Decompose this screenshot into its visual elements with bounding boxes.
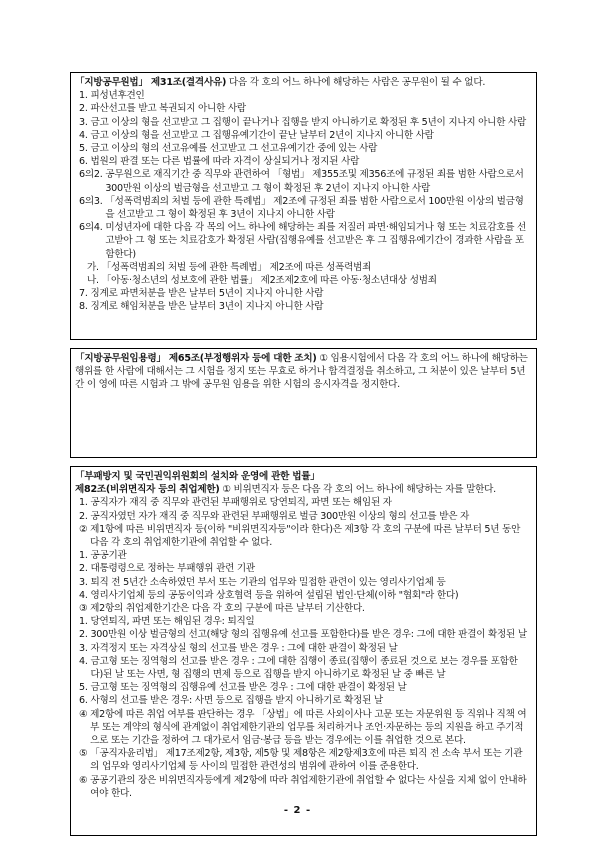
item-number: 2. [79,510,91,522]
article-82-intro: ① 비위면직자 등은 다음 각 호의 어느 하나에 해당하는 자를 말한다. [219,484,496,496]
item-text: 제1항에 따른 비위면직자 등(이하 "비위면직자등"이라 한다)은 제3항 각 호의 구분에 따른 날부터 5년 동안 다음 각 호의 취업제한기관에 취업할 수 없다. [90,523,521,549]
item-number: 6의2. [79,169,106,181]
list-item [75,89,530,102]
list-item [75,628,530,641]
item-number: 나. [87,275,102,287]
item-number: 1. [79,497,91,509]
item-text: 대통령령으로 정하는 부패행위 관련 기관 [90,563,255,575]
item-text: 금고 이상의 형을 선고받고 그 집행유예기간이 끝난 날부터 2년이 지나지 아니한 사람 [90,129,434,141]
article-31-subitems [75,261,530,287]
item-number: 6의3. [79,195,106,207]
article-65-text: ① 임용시험에서 다음 각 호의 어느 하나에 해당하는 행위를 한 사람에 대해서는 그 시험을 정지 또는 무효로 하거나 합격결정을 취소하고, 그 처분이 있은 날부터 5년간 이 영에 따른 시험과 그 밖에 공무원 임용을 위한 시험의 응시자격을 정지한다. [75,353,528,391]
list-item [75,261,530,274]
item-number: 2. [79,563,91,575]
list-item [75,602,530,615]
list-item [75,510,530,523]
list-item [75,168,530,194]
item-number: 2. [79,629,91,641]
article-65-title: 「지방공무원임용령」 제65조(부정행위자 등에 대한 조치) [75,353,317,364]
item-text: 공직자가 재직 중 직무와 관련된 부패행위로 당연퇴직, 파면 또는 해임된 자 [90,497,392,509]
list-item [75,615,530,628]
list-item [75,129,530,142]
item-text: 파산선고를 받고 복권되지 아니한 사람 [90,103,246,115]
item-number: 1. [79,90,91,102]
item-text: 금고형 또는 징역형의 선고를 받은 경우 : 그에 대한 집행이 종료(집행이 종료된 것으로 보는 경우를 포함한다)된 날 또는 사면, 형 집행의 면제 등으로 집행을 받지 아니하기로 확정된 날 중 빠른 날 [90,655,518,681]
list-item [75,195,530,221]
article-82-box [70,466,537,836]
item-text: 미성년자에 대한 다음 각 목의 어느 하나에 해당하는 죄를 저질러 파면·해임되거나 형 또는 치료감호를 선고받아 그 형 또는 치료감호가 확정된 사람(집행유예를 선고받은 후 그 집행유예기간이 경과한 사람을 포함한다) [105,222,527,260]
item-text: 공공기관의 장은 비위면직자등에게 제2항에 따라 취업제한기관에 취업할 수 없다는 사실을 지체 없이 안내하여야 한다. [90,774,527,799]
item-number: 2. [79,103,91,115]
item-number: ④ [79,708,91,720]
list-item [75,287,530,300]
article-31-items [75,89,530,261]
item-text: 공직자였던 자가 재직 중 직무와 관련된 부패행위로 벌금 300만원 이상의 형의 선고를 받은 자 [90,510,470,522]
item-text: 공공기관 [90,550,127,562]
article-31-items-2 [75,287,530,313]
item-text: 공무원으로 재직기간 중 직무와 관련하여 「형법」 제355조및 제356조에 규정된 죄를 범한 사람으로서 300만원 이상의 벌금형을 선고받고 그 형이 확정된 후 2년이 지나지 아니한 사람 [105,169,524,194]
item-number: 5. [79,682,91,694]
list-item [75,747,530,773]
item-text: 제2항에 따른 취업 여부를 판단하는 경우 「상법」에 따른 사외이사나 고문 또는 자문위원 등 직위나 직책 여부 또는 계약의 형식에 관계없이 취업제한기관의 업무를 처리하거나 조언·자문하는 등의 지원을 하고 주기적으로 또는 기간을 정하여 그 대가로서 임금·봉급 등을 받는 경우에는 이를 취업한 것으로 본다. [90,708,527,747]
list-item [75,116,530,129]
item-text: 「성폭력범죄의 처벌 등에 관한 특례법」 제2조에 규정된 죄를 범한 사람으로서 100만원 이상의 벌금형을 선고받고 그 형이 확정된 후 3년이 지나지 아니한 사람 [105,195,524,221]
item-text: 사형의 선고를 받은 경우: 사면 등으로 집행을 받지 아니하기로 확정된 날 [90,695,383,707]
item-number: 7. [79,288,91,300]
item-number: 6. [79,156,91,168]
item-text: 금고 이상의 형의 선고유예를 선고받고 그 선고유예기간 중에 있는 사람 [90,143,378,155]
article-31-intro: 다음 각 호의 어느 하나에 해당하는 사람은 공무원이 될 수 없다. [226,77,486,88]
list-item [75,523,530,549]
list-item [75,300,530,313]
list-item [75,549,530,562]
item-text: 「성폭력범죄의 처벌 등에 관한 특례법」 제2조에 따른 성폭력범죄 [101,261,372,273]
item-number: 4. [79,129,91,141]
list-item [75,576,530,589]
item-text: 300만원 이상 벌금형의 선고(해당 형의 집행유예 선고를 포함한다)를 받은 경우: 그에 대한 판결이 확정된 날 [90,629,527,641]
item-text: 영리사기업체 등의 공동이익과 상호협력 등을 위하여 설립된 법인·단체(이하 "협회"라 한다) [90,589,459,601]
item-number: 3. [79,116,91,128]
list-item [75,274,530,287]
list-item [75,708,530,748]
article-82-items [75,496,530,800]
item-number: 6. [79,695,91,707]
list-item [75,562,530,575]
list-item [75,694,530,707]
list-item [75,221,530,261]
item-number: 5. [79,143,91,155]
list-item [75,142,530,155]
item-number: 8. [79,301,91,313]
item-number: 1. [79,550,91,562]
item-number: 3. [79,576,91,588]
item-text: 자격정지 또는 자격상실 형의 선고를 받은 경우 : 그에 대한 판결이 확정된 날 [90,642,398,654]
item-text: 피성년후견인 [90,90,145,102]
list-item [75,774,530,800]
item-number: 3. [79,642,91,654]
article-31-box [70,72,537,340]
item-number: ③ [79,603,91,615]
list-item [75,655,530,681]
item-text: 금고형 또는 징역형의 집행유예 선고를 받은 경우 : 그에 대한 판결이 확정된 날 [90,682,407,694]
item-text: 징계로 파면처분을 받은 날부터 5년이 지나지 아니한 사람 [90,288,324,300]
list-item [75,681,530,694]
item-number: 1. [79,616,91,628]
item-text: 「공직자윤리법」 제17조제2항, 제3항, 제5항 및 제8항은 제2항제3호에 따른 퇴직 전 소속 부서 또는 기관의 업무와 영리사기업체 등 사이의 밀접한 관련성의 범위에 관하여 이를 준용한다. [90,748,523,773]
list-item [75,102,530,115]
item-number: ⑤ [79,748,91,760]
item-number: ② [79,523,91,535]
item-number: 6의4. [79,222,106,234]
item-number: 4. [79,655,91,667]
list-item [75,589,530,602]
list-item [75,642,530,655]
article-31-title: 「지방공무원법」 제31조(결격사유) [75,77,227,88]
item-text: 금고 이상의 형을 선고받고 그 집행이 끝나거나 집행을 받지 아니하기로 확정된 후 5년이 지나지 아니한 사람 [90,116,527,128]
item-text: 법원의 판결 또는 다른 법률에 따라 자격이 상실되거나 정지된 사람 [90,156,360,168]
item-text: 당연퇴직, 파면 또는 해임된 경우: 퇴직일 [90,616,255,628]
list-item [75,496,530,509]
item-text: 「아동·청소년의 성보호에 관한 법률」 제2조제2호에 따른 아동·청소년대상 성범죄 [101,275,437,287]
item-number: 4. [79,589,91,601]
item-number: 가. [87,261,102,273]
article-82-title: 제82조(비위면직자 등의 취업제한) [75,484,220,496]
item-number: ⑥ [79,774,91,786]
item-text: 징계로 해임처분을 받은 날부터 3년이 지나지 아니한 사람 [90,301,324,313]
item-text: 퇴직 전 5년간 소속하였던 부서 또는 기관의 업무와 밀접한 관련이 있는 영리사기업체 등 [90,576,446,588]
item-text: 제2항의 취업제한기간은 다음 각 호의 구분에 따른 날부터 기산한다. [90,603,365,615]
list-item [75,155,530,168]
page-number: - 2 - [283,805,312,816]
law-title: 「부패방지 및 국민권익위원회의 설치와 운영에 관한 법률」 [75,471,320,482]
article-65-box [70,348,537,458]
